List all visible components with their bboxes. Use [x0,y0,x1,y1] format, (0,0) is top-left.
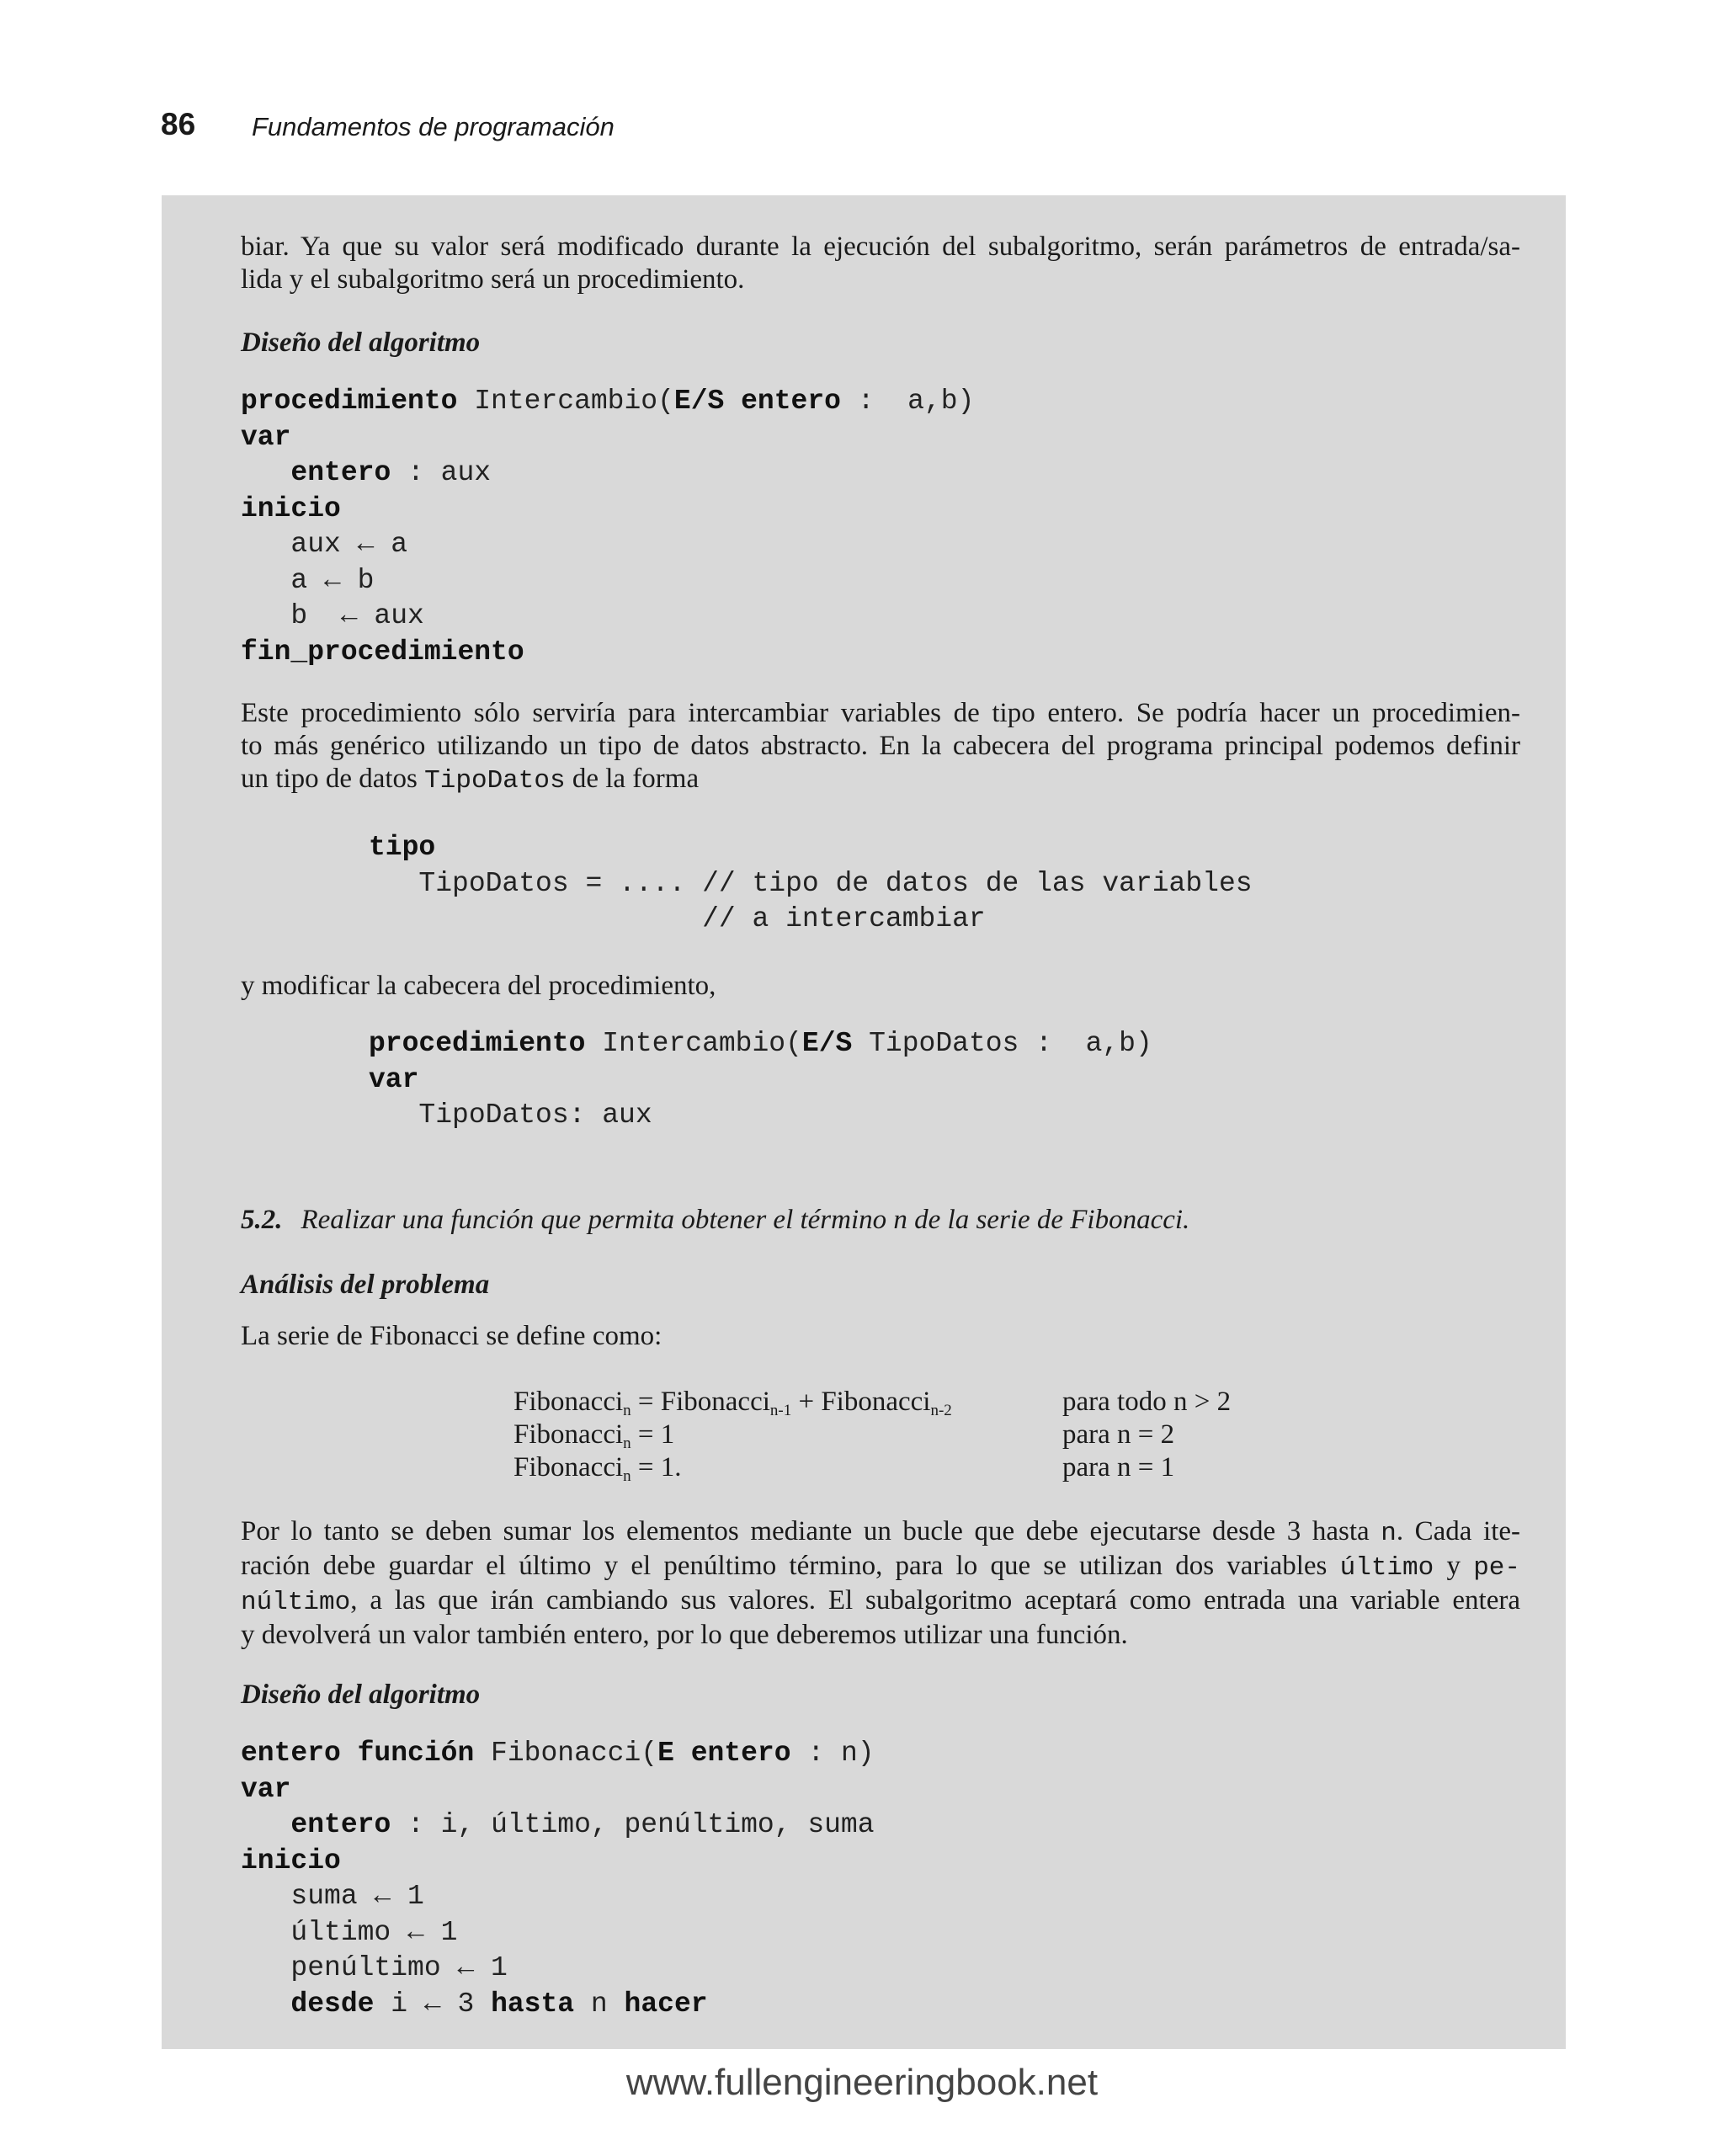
code-text: Fibonacci( [474,1738,658,1769]
code-line: TipoDatos = .... // tipo de datos de las variables [369,867,1253,899]
formula-text: = 1 [631,1419,675,1450]
code-line [241,1736,875,1772]
code-keyword: procedimiento [241,386,458,417]
paragraph-modify: y modificar la cabecera del procedimiento, [241,971,716,1001]
code-line: TipoDatos: aux [369,1099,652,1131]
subscript: n [623,1402,631,1419]
code-keyword: entero [290,457,391,488]
intro-paragraph [241,231,1520,296]
code-text: Intercambio( [457,386,674,417]
inline-code: TipoDatos [424,766,566,796]
exercise-text: Realizar una función que permita obtener el término n de la serie de Fibonacci. [301,1205,1190,1235]
exercise-box [162,195,1566,2049]
book-title: Fundamentos de programación [252,112,615,141]
paragraph-line [241,763,1520,797]
inline-code: núltimo [241,1588,351,1617]
paragraph-line: y devolverá un valor también entero, por lo que deberemos utilizar una función. [241,1620,1128,1650]
footer-watermark-url[interactable]: www.fullengineeringbook.net [625,2062,1099,2103]
code-indent [241,1809,290,1840]
code-text: i ← 3 [374,1988,492,2020]
code-line [241,384,974,420]
formula-lhs-1 [513,1386,952,1419]
code-line [369,830,1253,866]
paragraph-line [241,1515,1520,1550]
code-indent [241,457,290,488]
code-indent [241,1988,290,2020]
code-line: // a intercambiar [369,903,986,934]
text: ración debe guardar el último y el penúltimo término, para lo que se utilizan dos variables [241,1551,1340,1581]
code-keyword: var [241,1773,291,1805]
formula-text: Fibonacci [513,1419,624,1450]
code-keyword: E/S [801,1028,853,1059]
code-text: : aux [391,457,492,488]
code-line [241,492,974,528]
section-heading-design-1: Diseño del algoritmo [241,327,481,358]
code-line [241,1772,875,1808]
code-keyword: E/S entero [673,386,841,417]
code-line: a ← b [241,564,375,596]
formula-text: + Fibonacci [791,1387,931,1417]
section-heading-analysis: Análisis del problema [241,1270,490,1300]
code-keyword: hacer [624,1988,708,2020]
text: y [1434,1551,1474,1581]
section-heading-design-2: Diseño del algoritmo [241,1680,481,1710]
exercise-number: 5.2. [241,1205,283,1235]
code-line: último ← 1 [241,1916,458,1948]
code-line [369,1026,1152,1062]
exercise-statement [241,1204,1189,1237]
formula-lhs-3 [513,1451,682,1484]
text: Por lo tanto se deben sumar los elementos mediante un bucle que debe ejecutarse desde 3 hasta [241,1516,1381,1546]
code-block-intercambio-generic [369,1026,1152,1134]
subscript: n [623,1435,631,1452]
code-keyword: E entero [657,1738,791,1769]
text: . Cada ite- [1396,1516,1521,1546]
text: un tipo de datos [241,764,425,794]
formula-text: Fibonacci [513,1387,624,1417]
code-keyword: var [241,421,291,453]
inline-code: último [1339,1553,1434,1583]
formula-condition-1: para todo n > 2 [1062,1387,1232,1417]
paragraph-line: to más genérico utilizando un tipo de datos abstracto. En la cabecera del programa principal podemos definir [241,731,1520,761]
code-line [241,1807,875,1844]
text: , a las que irán cambiando sus valores. El subalgoritmo aceptará como entrada una variable entera [350,1585,1520,1616]
code-line [241,635,974,671]
code-keyword: hasta [491,1988,575,2020]
code-text: n [574,1988,625,2020]
formula-text: = 1. [631,1452,682,1483]
code-keyword: tipo [369,832,436,863]
code-line: b ← aux [241,600,424,631]
code-text: : i, último, penúltimo, suma [391,1809,875,1840]
subscript: n-1 [769,1402,792,1419]
formula-lhs-2 [513,1419,674,1451]
code-keyword: inicio [241,492,341,524]
page-number: 86 [161,107,196,141]
code-line: suma ← 1 [241,1881,424,1912]
code-text: : a,b) [840,386,975,417]
paragraph-line [241,1584,1520,1619]
code-keyword: entero función [241,1738,475,1769]
paragraph-generic-type [241,697,1520,797]
text: de la forma [565,764,700,794]
formula-text: Fibonacci [513,1452,624,1483]
code-line: penúltimo ← 1 [241,1952,508,1983]
paragraph-line: Este procedimiento sólo serviría para intercambiar variables de tipo entero. Se podría hacer un procedimien- [241,698,1520,728]
subscript: n [623,1467,631,1485]
code-keyword: entero [290,1809,391,1840]
code-text: TipoDatos : a,b) [852,1028,1152,1059]
code-line [241,455,974,492]
intro-line-1: biar. Ya que su valor será modificado durante la ejecución del subalgoritmo, serán parámetros de entrada/sa- [241,232,1520,262]
paragraph-loop [241,1515,1520,1652]
paragraph-series: La serie de Fibonacci se define como: [241,1321,662,1351]
code-block-tipo [369,830,1253,938]
code-keyword: var [369,1063,419,1095]
code-text: Intercambio( [585,1028,802,1059]
code-line: aux ← a [241,529,408,560]
code-block-intercambio [241,384,974,670]
code-line [241,1844,875,1880]
code-line [241,420,974,456]
formula-condition-3: para n = 1 [1062,1452,1175,1483]
code-keyword: procedimiento [369,1028,586,1059]
formula-condition-2: para n = 2 [1062,1419,1175,1450]
inline-code: pe- [1473,1553,1521,1583]
inline-code: n [1381,1519,1397,1548]
code-text: : n) [790,1738,875,1769]
code-keyword: inicio [241,1845,341,1877]
subscript: n-2 [930,1402,952,1419]
code-line [369,1062,1152,1099]
code-keyword: fin_procedimiento [241,636,524,668]
code-line [241,1987,875,2023]
formula-text: = Fibonacci [631,1387,770,1417]
code-keyword: desde [290,1988,375,2020]
intro-line-2: lida y el subalgoritmo será un procedimiento. [241,264,745,295]
code-block-fibonacci [241,1736,875,2022]
paragraph-line [241,1550,1520,1584]
